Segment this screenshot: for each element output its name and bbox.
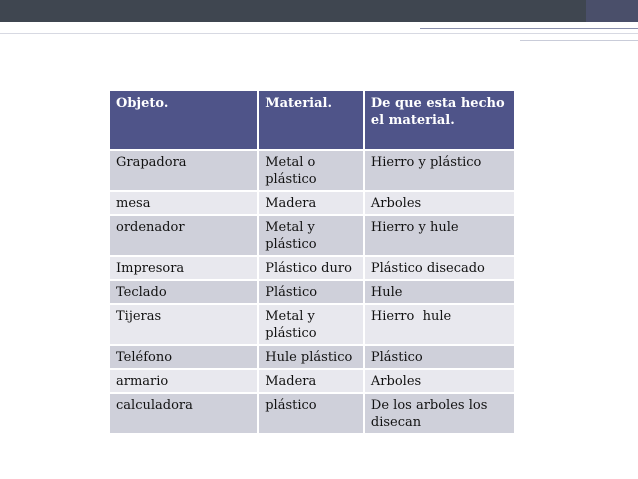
table-row [109, 191, 515, 215]
table-row [109, 215, 515, 256]
cell-material: Metal y plástico [258, 215, 364, 256]
header-objeto: Objeto. [109, 90, 258, 150]
cell-material: Plástico duro [258, 256, 364, 280]
table-row [109, 256, 515, 280]
cell-origen: Hierro y hule [364, 215, 515, 256]
table-header-row [109, 90, 515, 150]
cell-objeto: calculadora [109, 393, 258, 434]
header-origen: De que esta hecho el material. [364, 90, 515, 150]
cell-material: plástico [258, 393, 364, 434]
table-row [109, 393, 515, 434]
cell-origen: Plástico [364, 345, 515, 369]
cell-origen: De los arboles los disecan [364, 393, 515, 434]
cell-origen: Hierro y plástico [364, 150, 515, 191]
cell-objeto: Teléfono [109, 345, 258, 369]
cell-objeto: Impresora [109, 256, 258, 280]
cell-objeto: Teclado [109, 280, 258, 304]
cell-material: Madera [258, 369, 364, 393]
cell-origen: Hierro hule [364, 304, 515, 345]
cell-origen: Arboles [364, 369, 515, 393]
table-row [109, 304, 515, 345]
cell-objeto: Tijeras [109, 304, 258, 345]
cell-material: Plástico [258, 280, 364, 304]
table-row [109, 150, 515, 191]
materials-table [108, 89, 516, 435]
cell-material: Hule plástico [258, 345, 364, 369]
table-row [109, 345, 515, 369]
cell-material: Metal o plástico [258, 150, 364, 191]
table-row [109, 369, 515, 393]
cell-objeto: Grapadora [109, 150, 258, 191]
cell-objeto: mesa [109, 191, 258, 215]
header-material: Material. [258, 90, 364, 150]
decorative-line [0, 33, 638, 34]
top-bar-accent [586, 0, 638, 22]
cell-origen: Hule [364, 280, 515, 304]
cell-material: Madera [258, 191, 364, 215]
cell-origen: Arboles [364, 191, 515, 215]
cell-objeto: armario [109, 369, 258, 393]
table-row [109, 280, 515, 304]
decorative-line [420, 28, 638, 29]
cell-material: Metal y plástico [258, 304, 364, 345]
cell-objeto: ordenador [109, 215, 258, 256]
decorative-line [520, 40, 638, 41]
cell-origen: Plástico disecado [364, 256, 515, 280]
top-decorative-bar [0, 0, 638, 22]
